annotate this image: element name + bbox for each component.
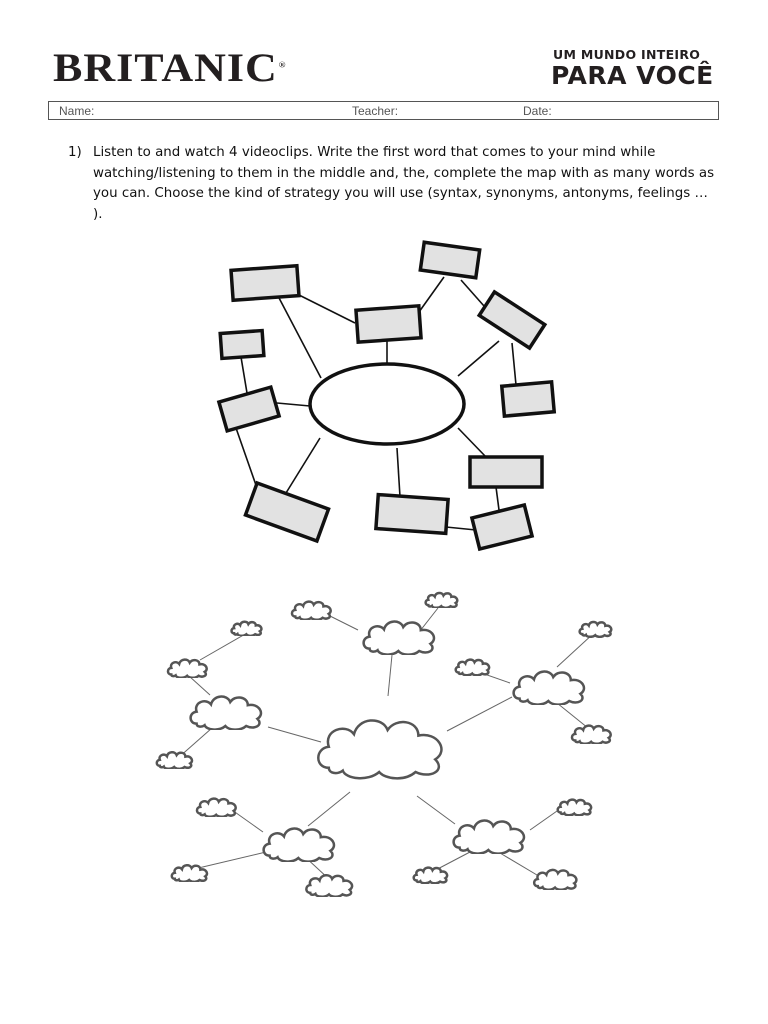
word-box [502, 382, 554, 416]
cloud-bubble [172, 865, 207, 882]
cloud-bubble [306, 875, 352, 897]
cloud-bubble [572, 726, 611, 744]
cloud-bubble [157, 752, 192, 769]
tagline-big: PARA VOCÊ [551, 61, 714, 90]
word-box [479, 292, 545, 348]
teacher-label: Teacher: [352, 104, 399, 118]
cloud-bubbles [157, 593, 611, 897]
word-box [356, 306, 421, 342]
name-label: Name: [59, 104, 95, 118]
cloud-bubble [534, 870, 576, 890]
exercise-instructions [68, 143, 718, 225]
student-info-bar [48, 101, 719, 120]
date-label: Date: [523, 104, 552, 118]
cloud-bubble [580, 622, 612, 637]
brand-name: BRITANIC [53, 45, 278, 91]
cloud-bubble [558, 800, 591, 816]
britanic-logo [53, 45, 286, 91]
central-oval [310, 364, 464, 444]
cloud-bubble [168, 660, 207, 678]
cloud-bubble [264, 829, 334, 862]
cloud-bubble [197, 799, 236, 817]
registered-mark: ® [278, 59, 286, 70]
cloud-bubble [414, 868, 447, 884]
cloud-bubble [456, 660, 489, 676]
exercise-text: Listen to and watch 4 videoclips. Write the first word that comes to your mind while watching/listening to them in the middle and, the, complete the map with as many words as you can. Choose the kind of strategy you will use (syntax, synonyms, antonyms, feelings … ). [93, 145, 715, 222]
word-box [472, 505, 532, 549]
tagline-small: UM MUNDO INTEIRO [553, 47, 701, 62]
word-box [420, 242, 479, 278]
cloud-bubble [514, 672, 584, 705]
cloud-bubble [426, 593, 458, 608]
word-box [219, 387, 279, 431]
rectangle-mind-map-diagram [0, 240, 768, 560]
cloud-bubble [191, 697, 261, 730]
central-cloud [318, 720, 441, 778]
word-box [376, 495, 448, 534]
cloud-bubble [232, 622, 262, 636]
cloud-bubble [292, 602, 331, 620]
exercise-number: 1) [68, 145, 82, 160]
word-box [231, 266, 299, 301]
cloud-mind-map-diagram [0, 580, 768, 900]
cloud-bubble [454, 821, 524, 854]
word-box [470, 457, 542, 487]
word-box [220, 331, 264, 359]
